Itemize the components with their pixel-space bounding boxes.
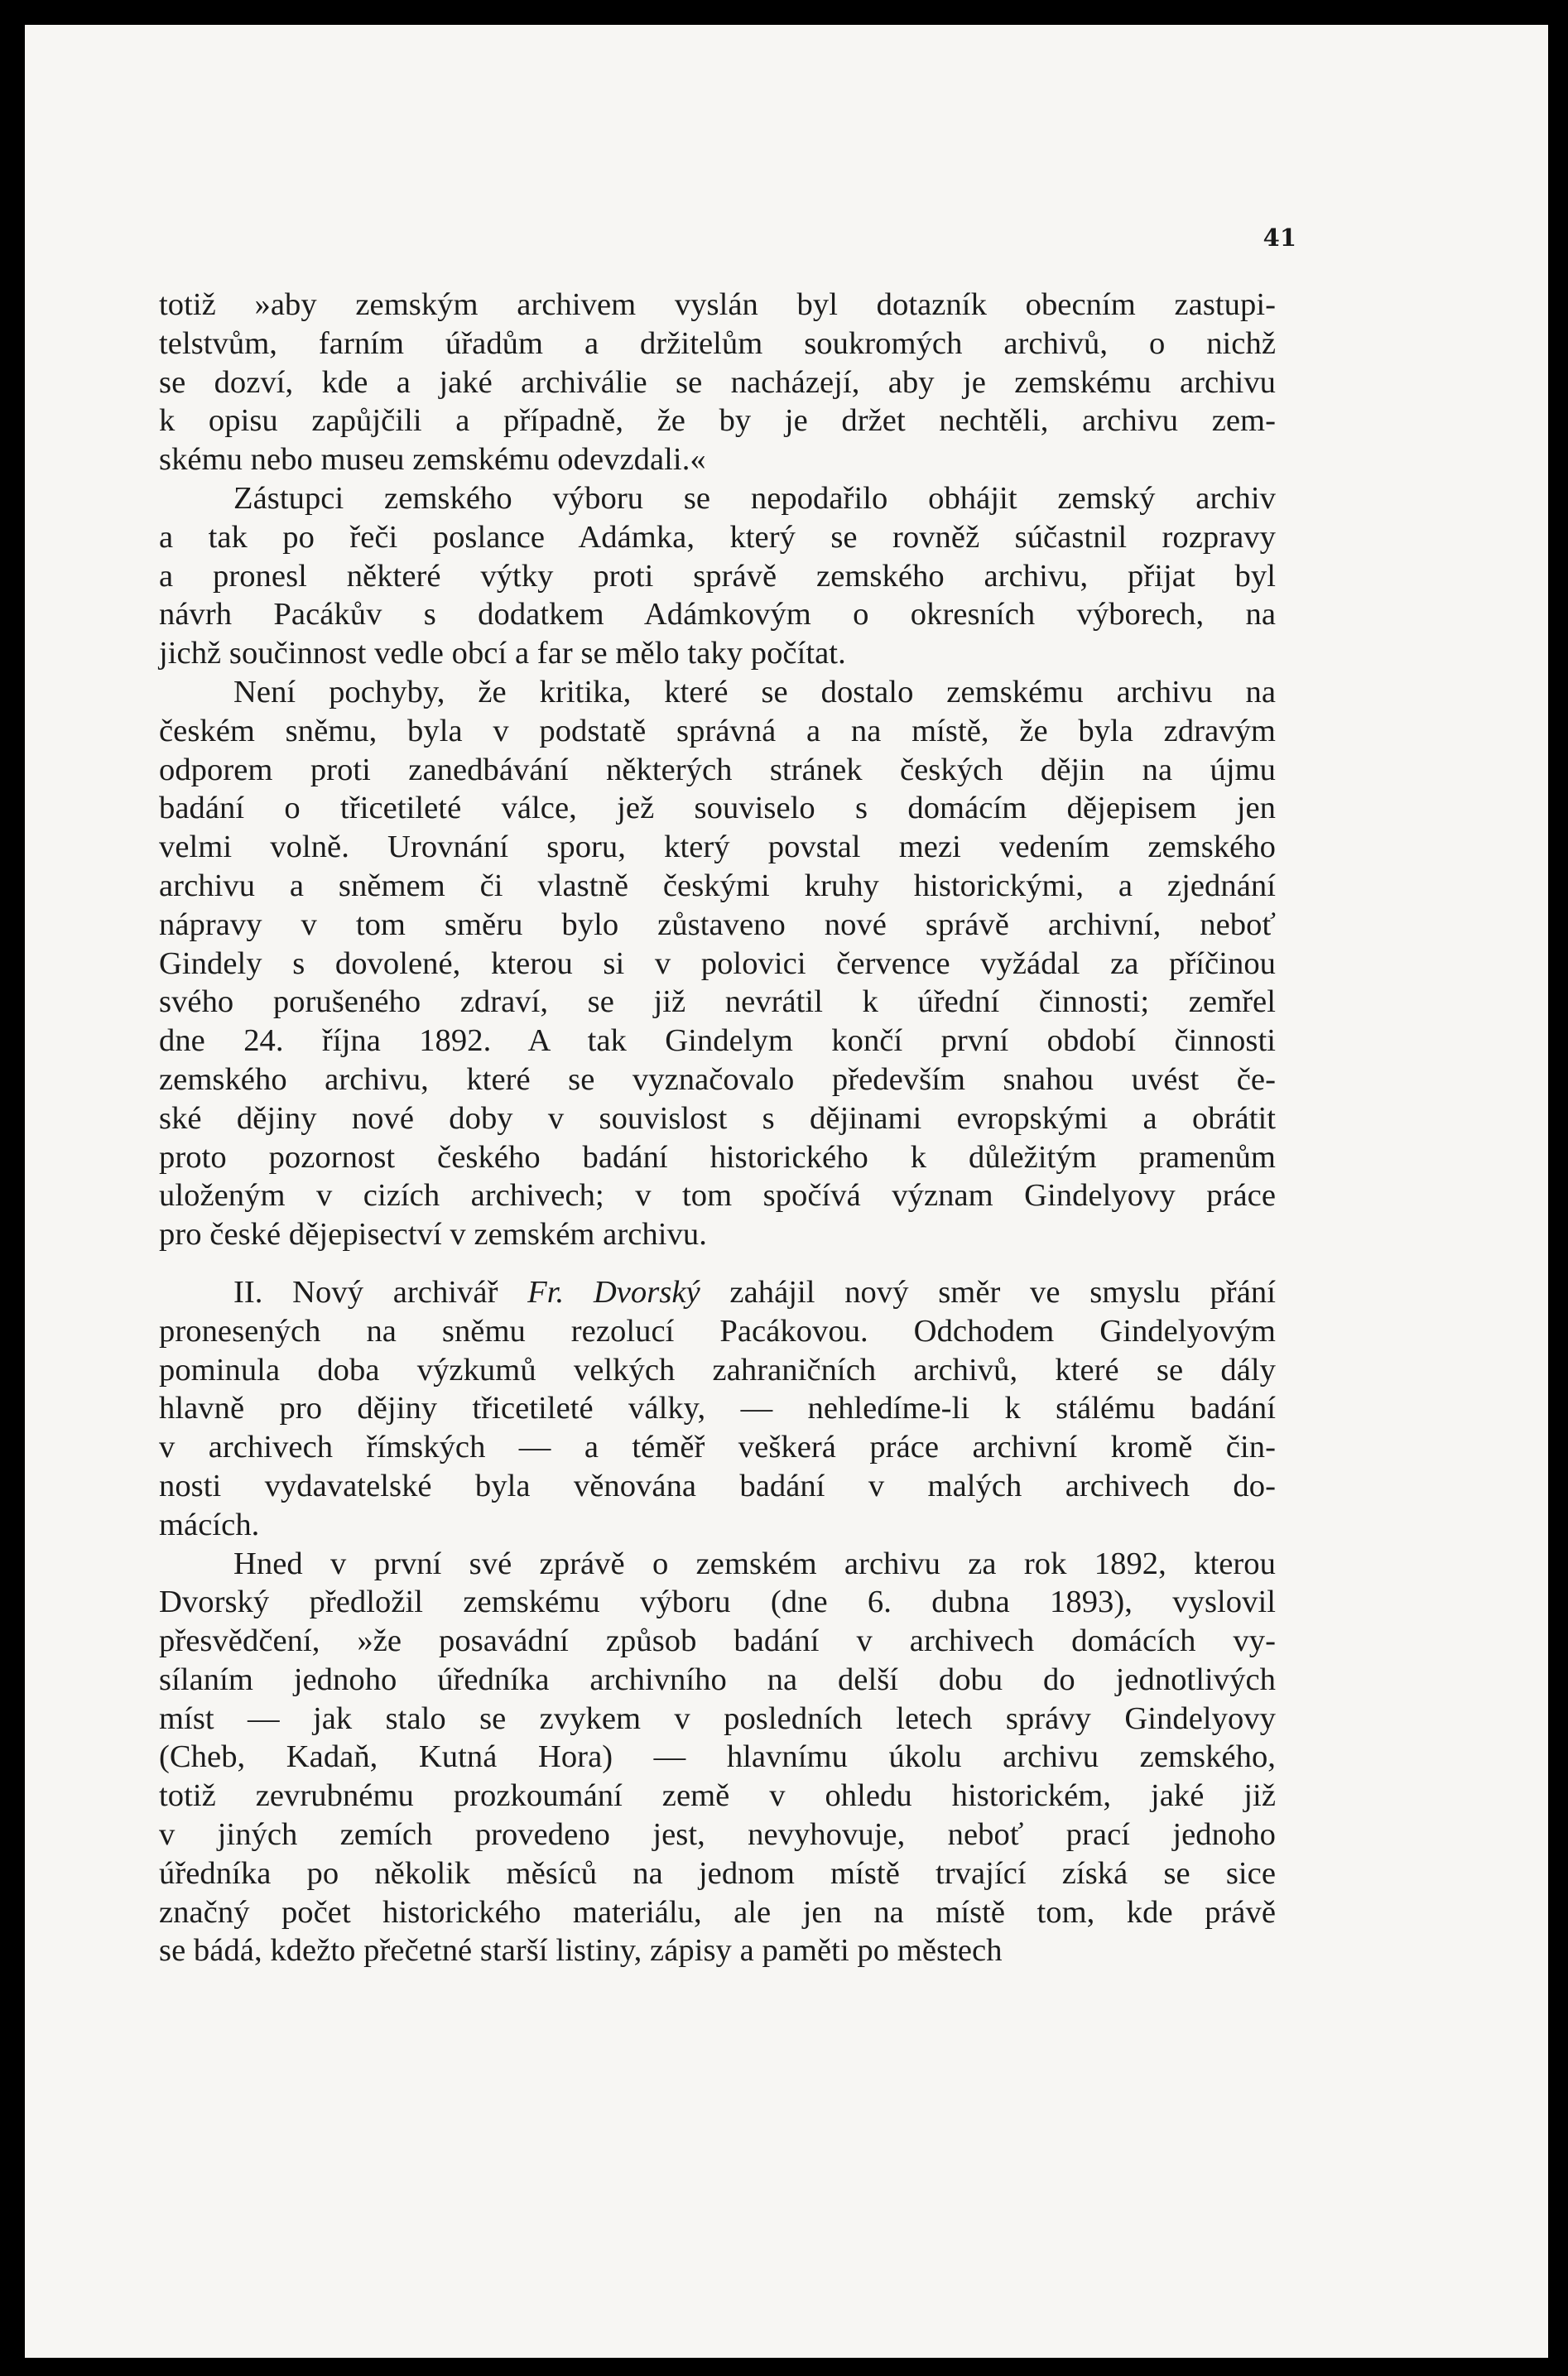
text-line: telstvům, farním úřadům a držitelům soukromých archivů, o nichž <box>159 325 1276 361</box>
text-line: archivu a sněmem či vlastně českými kruhy historickými, a zjednání <box>159 868 1276 903</box>
text-line: II. Nový archivář Fr. Dvorský zahájil nový směr ve smyslu přání <box>233 1274 1276 1310</box>
text-line: odporem proti zanedbávání některých stránek českých dějin na újmu <box>159 752 1276 787</box>
text-line: velmi volně. Urovnání sporu, který povstal mezi vedením zemského <box>159 830 1276 865</box>
text-line: proto pozornost českého badání historického k důležitým pramenům <box>159 1139 1276 1175</box>
text-line: přesvědčení, »že posavádní způsob badání v archivech domácích vy- <box>159 1623 1276 1659</box>
text-line: ské dějiny nové doby v souvislost s dějinami evropskými a obrátit <box>159 1100 1276 1136</box>
paragraph-gap <box>159 1254 1276 1273</box>
text-line: Není pochyby, že kritika, které se dostalo zemskému archivu na <box>233 674 1276 709</box>
text-line: (Cheb, Kadaň, Kutná Hora) — hlavnímu úkolu archivu zemského, <box>159 1739 1276 1775</box>
text-line: v jiných zemích provedeno jest, nevyhovuje, neboť prací jednoho <box>159 1817 1276 1853</box>
text-line: Hned v první své zprávě o zemském archivu za rok 1892, kterou <box>233 1546 1276 1581</box>
text-line: svého porušeného zdraví, se již nevrátil k úřední činnosti; zemřel <box>159 984 1276 1020</box>
text-line: se bádá, kdežto přečetné starší listiny, zápisy a paměti po městech <box>159 1933 1003 1969</box>
text-line: uloženým v cizích archivech; v tom spočívá význam Gindelyovy práce <box>159 1178 1276 1214</box>
text-line: hlavně pro dějiny třicetileté války, — nehledíme-li k stálému badání <box>159 1391 1276 1426</box>
text-line: nápravy v tom směru bylo zůstaveno nové správě archivní, neboť <box>159 907 1276 942</box>
text-line: totiž »aby zemským archivem vyslán byl dotazník obecním zastupi- <box>159 287 1276 322</box>
text-line: sílaním jednoho úředníka archivního na delší dobu do jednotlivých <box>159 1662 1276 1697</box>
text-line: nosti vydavatelské byla věnována badání v malých archivech do- <box>159 1468 1276 1503</box>
page-number: 41 <box>1263 224 1296 252</box>
paragraph <box>159 286 1276 479</box>
text-line: mácích. <box>159 1507 260 1542</box>
text-line: totiž zevrubnému prozkoumání země v ohledu historickém, jaké již <box>159 1778 1276 1814</box>
text-line: návrh Pacákův s dodatkem Adámkovým o okresních výborech, na <box>159 597 1276 632</box>
text-line: skému nebo museu zemskému odevzdali.« <box>159 442 706 478</box>
text-line: zemského archivu, které se vyznačovalo především snahou uvést če- <box>159 1061 1276 1097</box>
text-line: jichž součinnost vedle obcí a far se mělo taky počítat. <box>159 636 846 671</box>
text-line: Zástupci zemského výboru se nepodařilo obhájit zemský archiv <box>233 480 1276 516</box>
text-line: badání o třicetileté válce, jež souviselo s domácím dějepisem jen <box>159 791 1276 826</box>
paragraph <box>159 1545 1276 1971</box>
text-line: v archivech římských — a téměř veškerá práce archivní kromě čin- <box>159 1430 1276 1465</box>
text-line: k opisu zapůjčili a případně, že by je držet nechtěli, archivu zem- <box>159 403 1276 439</box>
paragraph <box>159 673 1276 1254</box>
text-line: pominula doba výzkumů velkých zahraničních archivů, které se dály <box>159 1352 1276 1388</box>
text-line: pronesených na sněmu rezolucí Pacákovou. Odchodem Gindelyovým <box>159 1313 1276 1349</box>
author-name-italic: Fr. Dvorský <box>527 1274 700 1310</box>
text-line: Dvorský předložil zemskému výboru (dne 6. dubna 1893), vyslovil <box>159 1585 1276 1620</box>
text-line: českém sněmu, byla v podstatě správná a na místě, že byla zdravým <box>159 713 1276 748</box>
text-line: se dozví, kde a jaké archiválie se nacházejí, aby je zemskému archivu <box>159 364 1276 400</box>
text-line: Gindely s dovolené, kterou si v polovici července vyžádal za příčinou <box>159 945 1276 981</box>
text-line: značný počet historického materiálu, ale jen na místě tom, kde právě <box>159 1894 1276 1930</box>
text-line: úředníka po několik měsíců na jednom místě trvající získá se sice <box>159 1855 1276 1891</box>
paragraph <box>159 1273 1276 1545</box>
text-line: pro české dějepisectví v zemském archivu. <box>159 1217 707 1253</box>
text-line: a pronesl některé výtky proti správě zemského archivu, přijat byl <box>159 558 1276 594</box>
paragraph <box>159 479 1276 673</box>
text-line: míst — jak stalo se zvykem v posledních letech správy Gindelyovy <box>159 1700 1276 1736</box>
body-text <box>159 286 1276 1970</box>
text-line: dne 24. října 1892. A tak Gindelym končí první období činnosti <box>159 1023 1276 1059</box>
text-line: a tak po řeči poslance Adámka, který se rovněž súčastnil rozpravy <box>159 519 1276 555</box>
